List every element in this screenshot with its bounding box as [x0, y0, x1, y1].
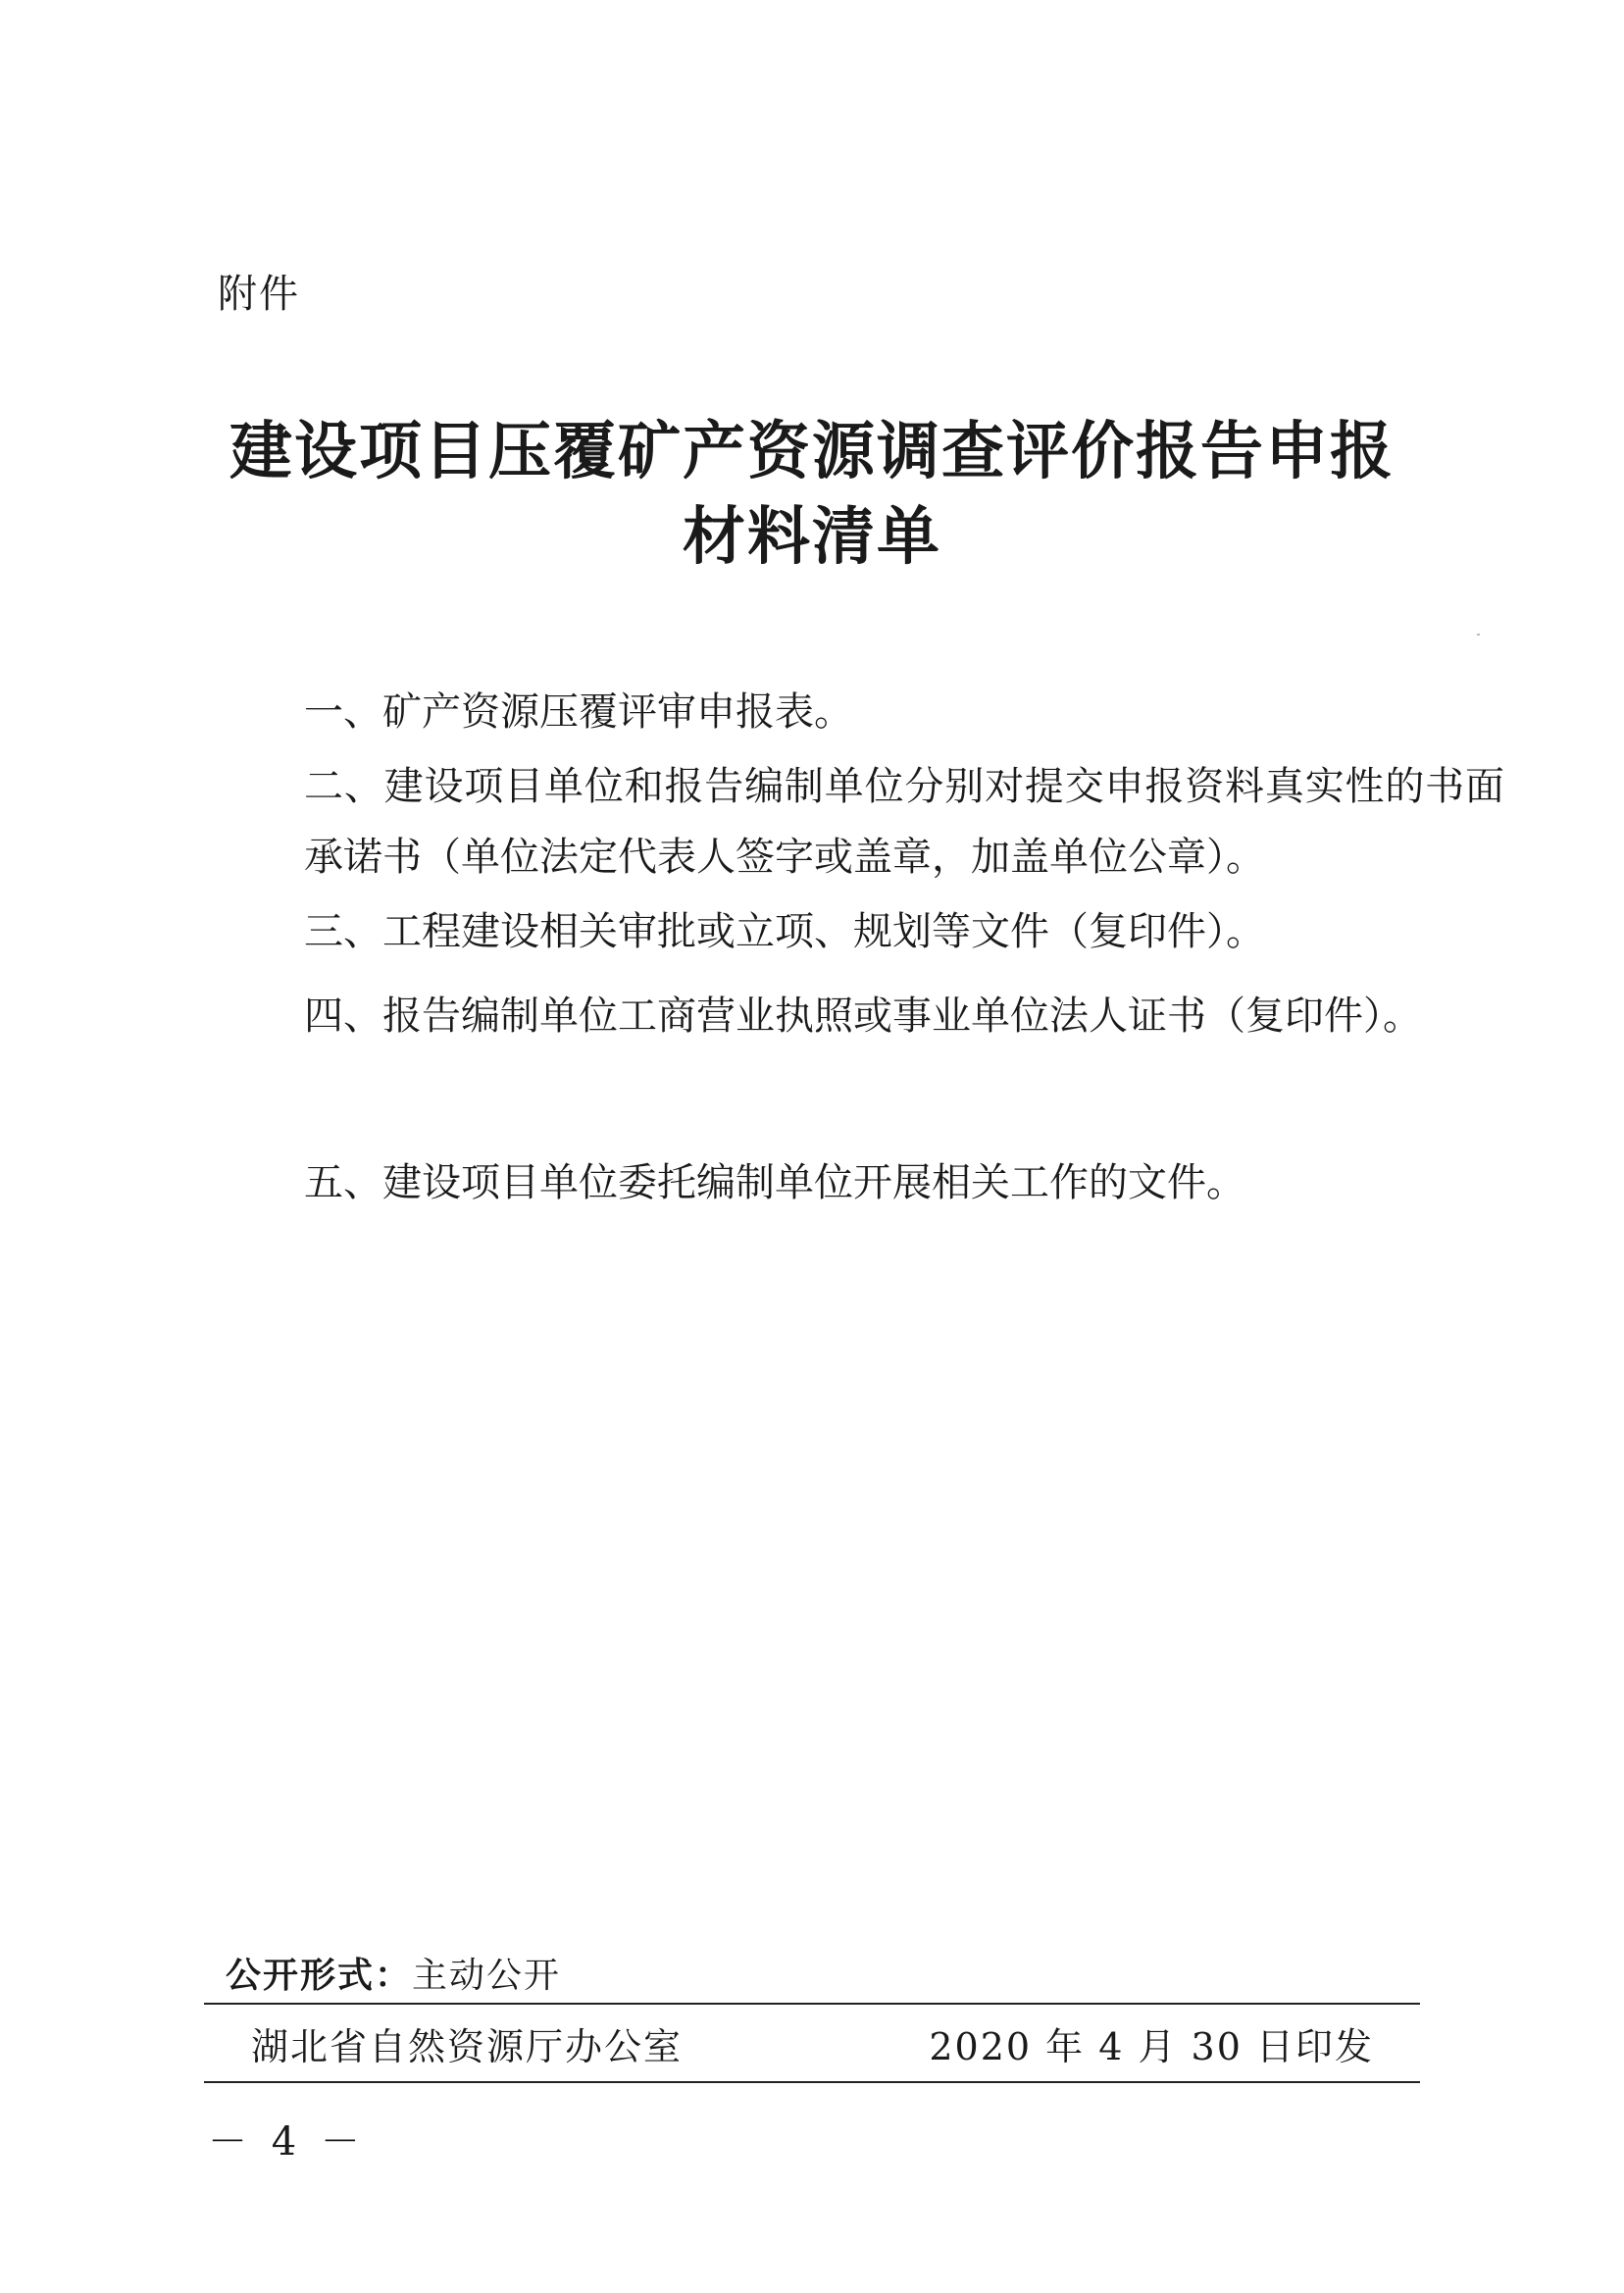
issuer: 湖北省自然资源厅办公室 — [251, 2025, 684, 2068]
footer-bottom-rule — [204, 2081, 1420, 2083]
list-item-3: 三、工程建设相关审批或立项、规划等文件（复印件）。 — [304, 909, 1265, 954]
document-title-line-2: 材料清单 — [683, 500, 941, 574]
list-item-4: 四、报告编制单位工商营业执照或事业单位法人证书（复印件）。 — [304, 994, 1422, 1039]
disclosure-label: 公开形式： — [226, 1956, 413, 1996]
list-item-1: 一、矿产资源压覆评审申报表。 — [304, 689, 853, 735]
disclosure-value: 主动公开 — [412, 1956, 562, 1996]
footer-top-rule — [204, 2003, 1420, 2005]
disclosure-line — [226, 1948, 561, 1998]
issue-date: 2020 年 4 月 30 日印发 — [929, 2025, 1374, 2068]
document-title-line-1: 建设项目压覆矿产资源调查评价报告申报 — [229, 415, 1395, 488]
list-item-2: 二、建设项目单位和报告编制单位分别对提交申报资料真实性的书面承诺书（单位法定代表人签字或盖章，加盖单位公章）。 — [304, 764, 1504, 880]
scan-speck — [1477, 634, 1480, 636]
page-number: － 4 － — [208, 2119, 366, 2165]
attachment-label: 附件 — [218, 272, 300, 317]
list-item-5: 五、建设项目单位委托编制单位开展相关工作的文件。 — [304, 1160, 1245, 1205]
